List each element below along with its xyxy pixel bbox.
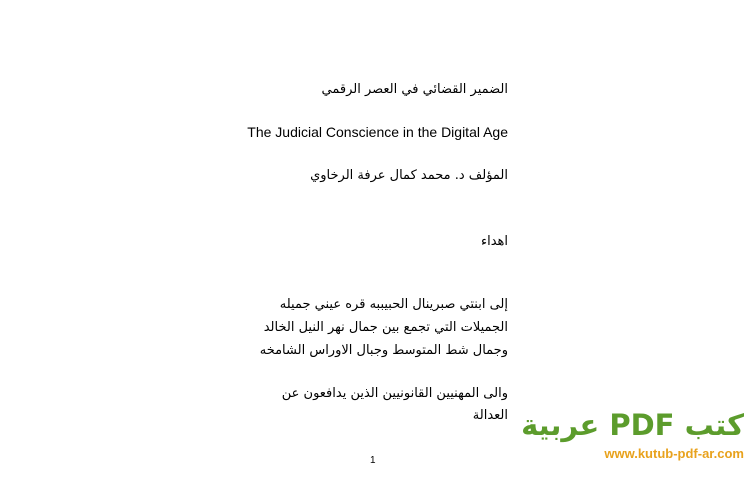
author-line: المؤلف د. محمد كمال عرفة الرخاوي (310, 168, 508, 183)
dedication-line: إلى ابنتي صبرينال الحبيببه قره عيني جميله (279, 297, 508, 312)
site-watermark (521, 408, 744, 462)
dedication-line: والى المهنيين القانونيين الذين يدافعون عن (281, 386, 508, 401)
dedication-line: الجميلات التي تجمع بين جمال نهر النيل الخالد (263, 320, 508, 335)
watermark-url: www.kutub-pdf-ar.com (604, 446, 744, 461)
arabic-title: الضمير القضائي في العصر الرقمي (321, 82, 508, 97)
watermark-title: كتب PDF عربية (521, 408, 744, 442)
page-number: 1 (370, 455, 376, 466)
dedication-heading: اهداء (480, 234, 508, 249)
dedication-line: وجمال شط المتوسط وجبال الاوراس الشامخه (259, 343, 508, 358)
english-title: The Judicial Conscience in the Digital Age (247, 124, 508, 140)
dedication-line: العدالة (472, 408, 508, 423)
